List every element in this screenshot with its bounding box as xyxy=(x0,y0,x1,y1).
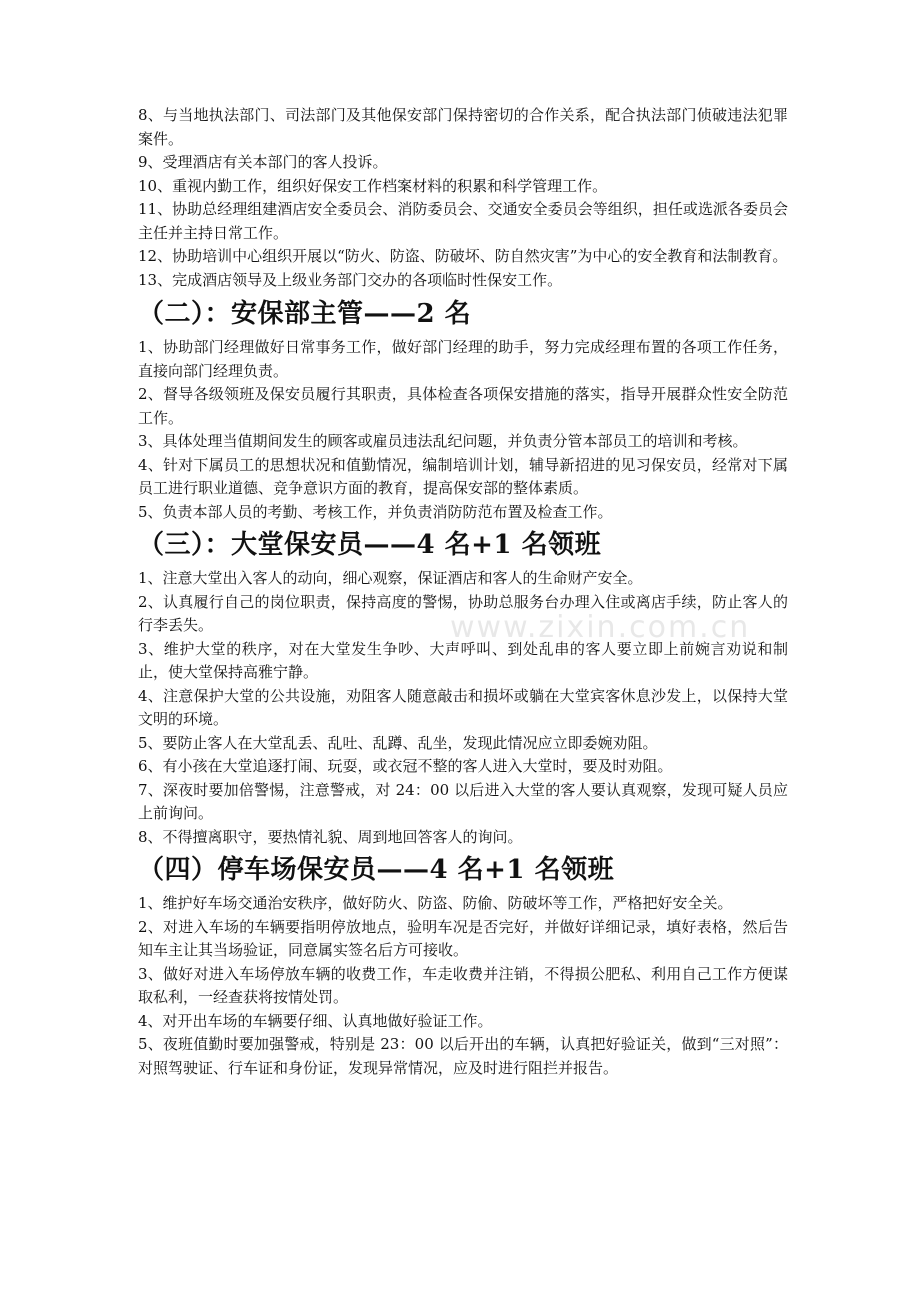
list-item: 1、维护好车场交通治安秩序，做好防火、防盗、防偷、防破坏等工作，严格把好安全关。 xyxy=(138,894,733,912)
list-item: 5、负责本部人员的考勤、考核工作，并负责消防防范布置及检查工作。 xyxy=(138,502,613,521)
list-item: 5、要防止客人在大堂乱丢、乱吐、乱蹲、乱坐，发现此情况应立即委婉劝阻。 xyxy=(138,733,658,752)
section-heading-parking-guard: （四）停车场保安员——4 名+1 名领班 xyxy=(138,855,615,885)
list-item: 7、深夜时要加倍警惕，注意警戒，对 24：00 以后进入大堂的客人要认真观察，发现可疑人员应上前询问。 xyxy=(138,780,788,822)
list-item: 4、对开出车场的车辆要仔细、认真地做好验证工作。 xyxy=(138,1011,493,1030)
list-item: 2、认真履行自己的岗位职责，保持高度的警惕，协助总服务台办理入住或离店手续，防止客人的行李丢失。 xyxy=(138,592,788,634)
list-item: 2、督导各级领班及保安员履行其职责，具体检查各项保安措施的落实，指导开展群众性安全防范工作。 xyxy=(138,385,788,427)
list-item: 6、有小孩在大堂追逐打闹、玩耍，或衣冠不整的客人进入大堂时，要及时劝阻。 xyxy=(138,757,673,775)
list-item: 8、与当地执法部门、司法部门及其他保安部门保持密切的合作关系，配合执法部门侦破违法犯罪案件。 xyxy=(138,106,788,148)
list-item: 9、受理酒店有关本部门的客人投诉。 xyxy=(138,153,388,171)
list-item: 1、协助部门经理做好日常事务工作，做好部门经理的助手，努力完成经理布置的各项工作任务，直接向部门经理负责。 xyxy=(138,338,788,380)
list-item: 2、对进入车场的车辆要指明停放地点，验明车况是否完好，并做好详细记录，填好表格，然后告知车主让其当场验证，同意属实签名后方可接收。 xyxy=(138,917,788,959)
list-item: 4、注意保护大堂的公共设施，劝阻客人随意敲击和损坏或躺在大堂宾客休息沙发上，以保持大堂文明的环境。 xyxy=(138,686,788,728)
list-item: 3、维护大堂的秩序，对在大堂发生争吵、大声呼叫、到处乱串的客人要立即上前婉言劝说和制止，使大堂保持高雅宁静。 xyxy=(138,639,788,681)
list-item: 12、协助培训中心组织开展以“防火、防盗、防破坏、防自然灾害”为中心的安全教育和法制教育。 xyxy=(138,247,788,265)
list-item: 3、做好对进入车场停放车辆的收费工作，车走收费并注销，不得损公肥私、利用自己工作方便谋取私利，一经查获将按情处罚。 xyxy=(138,964,788,1006)
section-heading-supervisor: （二）：安保部主管——2 名 xyxy=(138,299,472,329)
list-item: 8、不得擅离职守，要热情礼貌、周到地回答客人的询问。 xyxy=(138,827,523,846)
list-item: 4、针对下属员工的思想状况和值勤情况，编制培训计划，辅导新招进的见习保安员，经常对下属员工进行职业道德、竞争意识方面的教育，提高保安部的整体素质。 xyxy=(138,455,788,497)
section-heading-lobby-guard: （三）：大堂保安员——4 名+1 名领班 xyxy=(138,530,602,560)
list-item: 5、夜班值勤时要加强警戒，特别是 23：00 以后开出的车辆，认真把好验证关，做到“三对照”：对照驾驶证、行车证和身份证，发现异常情况，应及时进行阻拦并报告。 xyxy=(138,1035,788,1077)
list-item: 13、完成酒店领导及上级业务部门交办的各项临时性保安工作。 xyxy=(138,270,563,289)
list-item: 10、重视内勤工作，组织好保安工作档案材料的积累和科学管理工作。 xyxy=(138,176,608,195)
watermark: www.zixin.com.cn xyxy=(450,610,751,645)
list-item: 1、注意大堂出入客人的动向，细心观察，保证酒店和客人的生命财产安全。 xyxy=(138,569,643,587)
list-item: 11、协助总经理组建酒店安全委员会、消防委员会、交通安全委员会等组织，担任或选派各委员会主任并主持日常工作。 xyxy=(138,200,788,242)
document-body xyxy=(138,104,788,1080)
list-item: 3、具体处理当值期间发生的顾客或雇员违法乱纪问题，并负责分管本部员工的培训和考核。 xyxy=(138,432,748,450)
